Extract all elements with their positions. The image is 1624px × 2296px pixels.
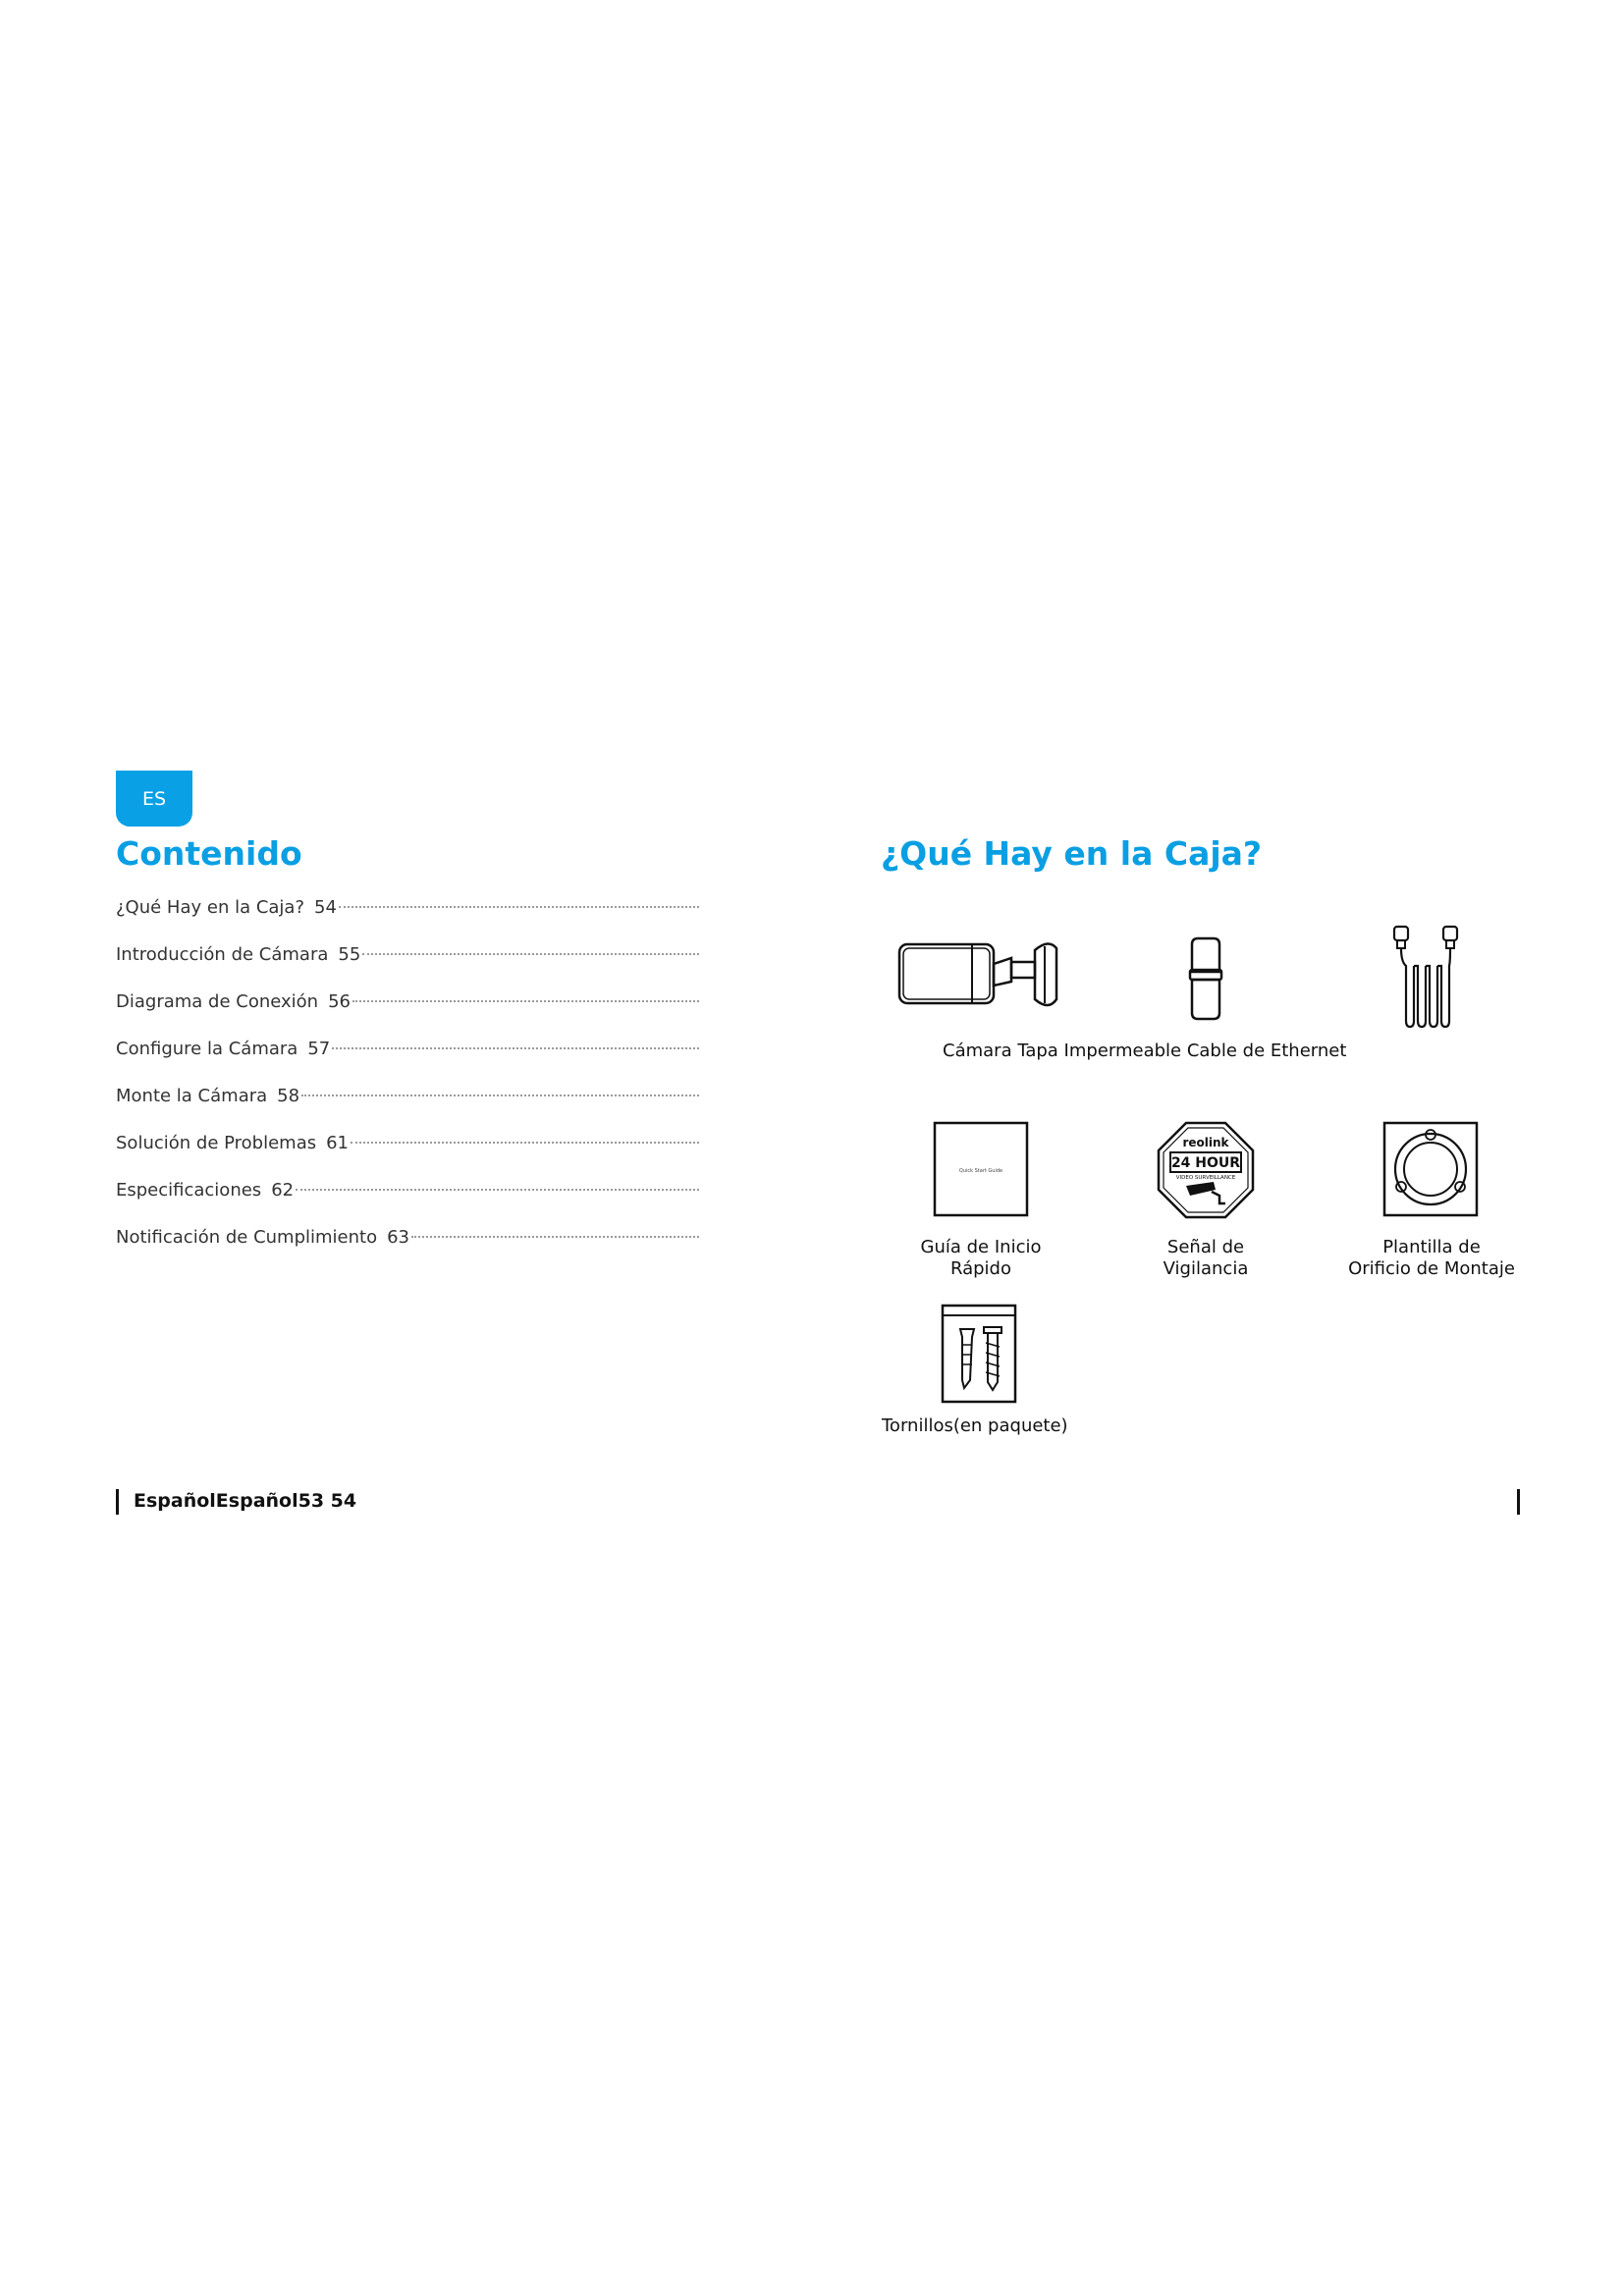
toc-entry[interactable] (116, 1039, 699, 1086)
toc-entry-title: Monte la Cámara (116, 1086, 268, 1106)
caption-line: Señal de (1166, 1237, 1245, 1257)
toc-entry-page: 54 (314, 897, 337, 918)
toc-leader-dots (351, 1142, 699, 1144)
toc-leader-dots (301, 1095, 699, 1096)
toc-entry[interactable] (116, 944, 699, 991)
sign-brand: reolink (1182, 1136, 1229, 1149)
toc-entry-page: 56 (328, 991, 351, 1012)
toc-entry[interactable] (116, 1133, 699, 1180)
caption-line: Rápido (949, 1258, 1011, 1279)
toc-leader-dots (411, 1236, 699, 1238)
caption-line: Orificio de Montaje (1348, 1258, 1515, 1279)
toc-leader-dots (339, 906, 699, 908)
toc-entry[interactable] (116, 1086, 699, 1133)
toc-leader-dots (296, 1189, 699, 1191)
sign-big-text: 24 HOUR (1170, 1155, 1241, 1171)
toc-entry[interactable] (116, 897, 699, 944)
toc-entry[interactable] (116, 1227, 699, 1274)
toc-entry-title: Solución de Problemas (116, 1133, 317, 1153)
box-title: ¿Qué Hay en la Caja? (881, 834, 1263, 873)
waterproof-cap-icon (1186, 934, 1225, 1023)
sign-small-text: VIDEO SURVEILLANCE (1175, 1175, 1236, 1181)
caption-line: Plantilla de (1382, 1237, 1481, 1257)
footer-page-label: EspañolEspañol53 54 (134, 1490, 357, 1512)
toc-entry-title: Notificación de Cumplimiento (116, 1227, 378, 1248)
footer-right-bar (1517, 1489, 1520, 1515)
item-caption (1333, 1237, 1530, 1280)
row1-caption: Cámara Tapa Impermeable Cable de Ethernet (943, 1041, 1347, 1061)
toc-entry-page: 63 (387, 1227, 409, 1248)
toc-entry-page: 62 (271, 1180, 295, 1201)
toc-leader-dots (332, 1047, 699, 1049)
table-of-contents (116, 897, 699, 1274)
screws-caption: Tornillos(en paquete) (882, 1415, 1068, 1436)
item-caption (1142, 1237, 1270, 1280)
caption-line: Guía de Inicio (920, 1237, 1042, 1257)
item-caption (917, 1237, 1045, 1280)
screws-package-icon (941, 1304, 1021, 1406)
ethernet-cable-icon (1384, 923, 1467, 1031)
toc-entry-page: 61 (326, 1133, 350, 1153)
toc-title: Contenido (116, 834, 302, 873)
mounting-template-icon (1382, 1121, 1481, 1219)
toc-entry[interactable] (116, 991, 699, 1039)
camera-icon (895, 931, 1072, 1019)
quick-start-guide-icon (933, 1121, 1031, 1219)
language-tab (116, 771, 192, 827)
footer-left-bar (116, 1489, 119, 1515)
language-code: ES (141, 787, 167, 810)
toc-leader-dots (362, 953, 699, 955)
toc-entry[interactable] (116, 1180, 699, 1227)
toc-entry-page: 55 (338, 944, 361, 965)
toc-entry-title: Introducción de Cámara (116, 944, 329, 965)
surveillance-sign-icon (1157, 1121, 1255, 1219)
toc-entry-title: Diagrama de Conexión (116, 991, 319, 1012)
guide-cover-text: Quick Start Guide (958, 1168, 1003, 1174)
toc-entry-title: Configure la Cámara (116, 1039, 298, 1059)
toc-entry-page: 57 (307, 1039, 331, 1059)
toc-leader-dots (352, 1000, 699, 1002)
toc-entry-page: 58 (277, 1086, 300, 1106)
toc-entry-title: ¿Qué Hay en la Caja? (116, 897, 305, 918)
toc-entry-title: Especificaciones (116, 1180, 262, 1201)
caption-line: Vigilancia (1163, 1258, 1249, 1279)
